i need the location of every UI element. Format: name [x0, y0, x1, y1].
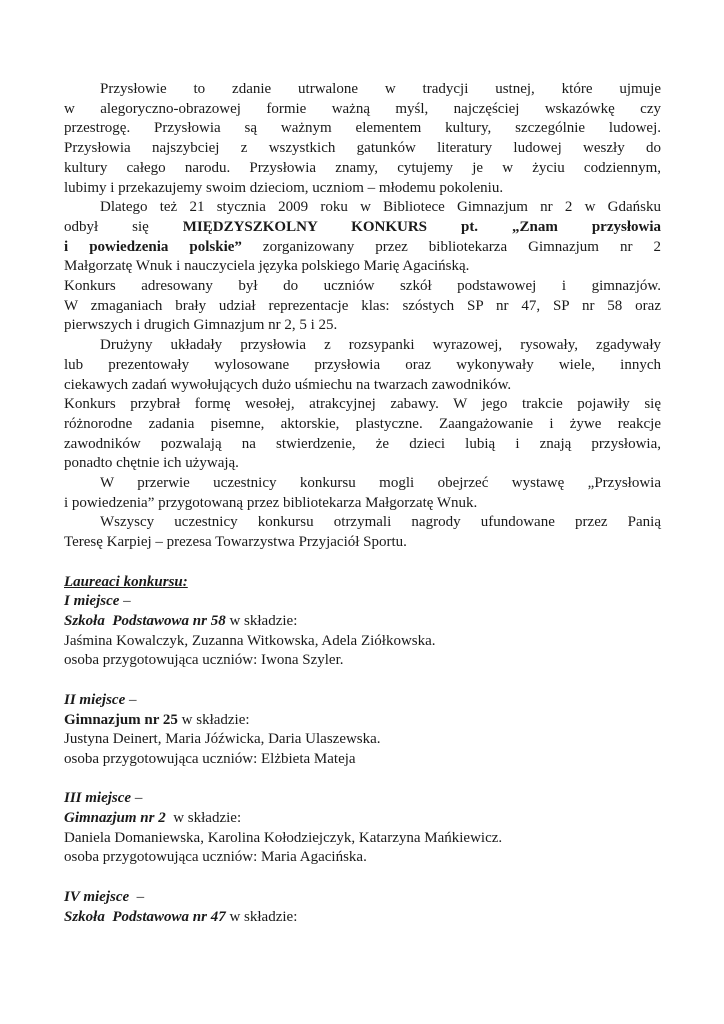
text-run: Konkurs przybrał formę wesołej, atrakcyjnej zabawy. W jego trakcie pojawiły się — [64, 396, 661, 413]
body-line — [64, 435, 661, 455]
text-run: w składzie: — [177, 711, 250, 728]
text-run: Jaśmina Kowalczyk, Zuzanna Witkowska, Adela Ziółkowska. — [64, 632, 436, 649]
coach-line-3 — [64, 848, 661, 868]
text-run: osoba przygotowująca uczniów: Maria Agacińska. — [64, 849, 367, 866]
blank-line — [64, 868, 661, 888]
school-line-3 — [64, 809, 661, 829]
body-line — [64, 395, 661, 415]
body-line — [64, 474, 661, 494]
text-run: Laureaci konkursu: — [64, 573, 188, 590]
text-run: lubimy i przekazujemy swoim dzieciom, uczniom – młodemu pokoleniu. — [64, 179, 504, 196]
place-heading-1 — [64, 592, 661, 612]
body-line — [64, 257, 661, 277]
school-line-2 — [64, 711, 661, 731]
text-run: W przerwie uczestnicy konkursu mogli obejrzeć wystawę „Przysłowia — [100, 475, 661, 492]
document-body — [64, 80, 661, 927]
body-line — [64, 356, 661, 376]
text-run: kultury całego narodu. Przysłowia znamy, cytujemy je w życiu codziennym, — [64, 159, 661, 176]
coach-line-2 — [64, 750, 661, 770]
text-run: Justyna Deinert, Maria Jóźwicka, Daria Ulaszewska. — [64, 731, 381, 748]
blank-line — [64, 553, 661, 573]
text-run: Wszyscy uczestnicy konkursu otrzymali nagrody ufundowane przez Panią — [100, 514, 661, 531]
body-line — [64, 297, 661, 317]
text-run: W zmaganiach brały udział reprezentacje klas: szóstych SP nr 47, SP nr 58 oraz — [64, 297, 661, 314]
body-line — [64, 139, 661, 159]
text-run: Przysłowie to zdanie utrwalone w tradycji ustnej, które ujmuje — [100, 81, 661, 97]
body-line — [64, 218, 661, 238]
school-line-1 — [64, 612, 661, 632]
text-run: Gimnazjum nr 2 — [64, 810, 166, 827]
text-run: II miejsce — [64, 691, 126, 708]
school-line-4 — [64, 908, 661, 928]
text-run: przestrogę. Przysłowia są ważnym elementem kultury, szczególnie ludowej. — [64, 120, 661, 137]
text-run: ciekawych zadań wywołujących dużo uśmiechu na twarzach zawodników. — [64, 376, 512, 393]
body-line — [64, 238, 661, 258]
text-run: Gimnazjum nr 25 — [64, 711, 178, 728]
text-run: – — [131, 790, 143, 807]
text-run: ponadto chętnie ich używają. — [64, 455, 239, 472]
laureates-heading — [64, 573, 661, 593]
text-run: Szkoła Podstawowa nr 47 — [64, 908, 226, 925]
text-run: zorganizowany przez bibliotekarza Gimnazjum nr 2 — [241, 238, 661, 255]
body-line — [64, 159, 661, 179]
text-run: I miejsce — [64, 593, 120, 610]
text-run: osoba przygotowująca uczniów: Elżbieta Mateja — [64, 750, 356, 767]
text-run: Szkoła Podstawowa nr 58 — [64, 612, 226, 629]
text-run: MIĘDZYSZKOLNY KONKURS pt. „Znam przysłowia — [182, 218, 661, 235]
text-run: odbył się — [64, 218, 183, 235]
text-run: pierwszych i drugich Gimnazjum nr 2, 5 i 25. — [64, 317, 338, 334]
text-run: w alegoryczno-obrazowej formie ważną myśl, najczęściej wskazówkę czy — [64, 100, 661, 117]
text-run: osoba przygotowująca uczniów: Iwona Szyler. — [64, 652, 344, 669]
text-run: różnorodne zadania pisemne, aktorskie, plastyczne. Zaangażowanie i żywe reakcje — [64, 415, 661, 432]
body-line — [64, 533, 661, 553]
body-line — [64, 376, 661, 396]
body-line — [64, 494, 661, 514]
body-line — [64, 316, 661, 336]
text-run: w składzie: — [225, 612, 298, 629]
body-line — [64, 119, 661, 139]
text-run: w składzie: — [225, 908, 298, 925]
body-line — [64, 100, 661, 120]
body-line — [64, 415, 661, 435]
body-line — [64, 454, 661, 474]
students-line-1 — [64, 632, 661, 652]
text-run: Drużyny układały przysłowia z rozsypanki wyrazowej, rysowały, zgadywały — [100, 337, 661, 354]
text-run: IV miejsce — [64, 888, 130, 905]
place-heading-3 — [64, 789, 661, 809]
text-run: zawodników pozwalają na stwierdzenie, że dzieci lubią i znają przysłowia, — [64, 435, 661, 452]
place-heading-4 — [64, 888, 661, 908]
text-run: III miejsce — [64, 790, 132, 807]
text-run: Małgorzatę Wnuk i nauczyciela języka polskiego Marię Agacińską. — [64, 258, 470, 275]
text-run: Przysłowia najszybciej z wszystkich gatunków literatury ludowej weszły do — [64, 140, 661, 157]
text-run: Dlatego też 21 stycznia 2009 roku w Bibliotece Gimnazjum nr 2 w Gdańsku — [100, 199, 661, 216]
coach-line-1 — [64, 651, 661, 671]
text-run: w składzie: — [165, 810, 242, 827]
blank-line — [64, 770, 661, 790]
students-line-3 — [64, 829, 661, 849]
blank-line — [64, 671, 661, 691]
text-run: – — [119, 593, 131, 610]
text-run: – — [129, 888, 145, 905]
body-line — [64, 513, 661, 533]
text-run: Daniela Domaniewska, Karolina Kołodziejczyk, Katarzyna Mańkiewicz. — [64, 829, 503, 846]
text-run: – — [125, 691, 137, 708]
text-run: Konkurs adresowany był do uczniów szkół podstawowej i gimnazjów. — [64, 278, 661, 295]
body-line — [64, 277, 661, 297]
students-line-2 — [64, 730, 661, 750]
text-run: i powiedzenia polskie” — [64, 238, 242, 255]
place-heading-2 — [64, 691, 661, 711]
body-line — [64, 80, 661, 100]
body-line — [64, 179, 661, 199]
text-run: i powiedzenia” przygotowaną przez bibliotekarza Małgorzatę Wnuk. — [64, 494, 478, 511]
body-line — [64, 336, 661, 356]
text-run: Teresę Karpiej – prezesa Towarzystwa Przyjaciół Sportu. — [64, 534, 407, 551]
body-line — [64, 198, 661, 218]
text-run: lub prezentowały wylosowane przysłowia oraz wykonywały wiele, innych — [64, 356, 661, 373]
